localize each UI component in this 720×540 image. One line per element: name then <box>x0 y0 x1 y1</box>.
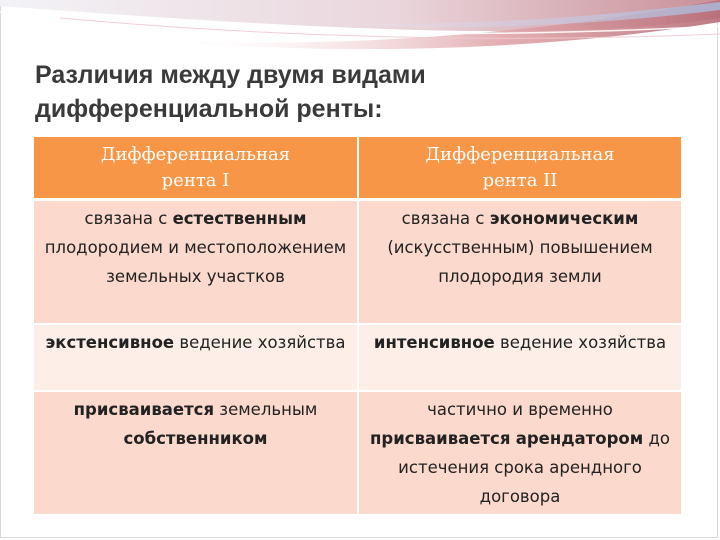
cell-emphasis: естественным <box>172 209 307 228</box>
header-rent-1 <box>34 137 358 200</box>
cell-text: ведение хозяйства <box>494 333 667 352</box>
cell-fertility-rent-2 <box>358 200 681 325</box>
cell-text: до истечения срока арендного договора <box>398 429 670 506</box>
header-rent-2 <box>358 137 681 200</box>
table-row <box>34 324 681 391</box>
cell-emphasis: собственником <box>123 429 268 448</box>
slide-title <box>35 58 695 126</box>
cell-text: связана с <box>401 209 490 228</box>
cell-emphasis: присваивается <box>370 429 511 448</box>
table-header-row <box>34 137 681 200</box>
cell-farming-rent-2 <box>358 324 681 391</box>
title-line-1: Различия между двумя видами <box>35 61 426 89</box>
cell-appropriation-rent-2 <box>358 391 681 515</box>
cell-text: плодородием и местоположением земельных участков <box>44 238 347 286</box>
cell-emphasis: экономическим <box>489 209 639 228</box>
header-rent-2-line2: рента II <box>482 169 558 191</box>
cell-emphasis: присваивается <box>73 400 215 419</box>
cell-emphasis: интенсивное <box>373 333 495 352</box>
cell-text: ведение хозяйства <box>174 333 346 352</box>
cell-text: (искусственным) повышением плодородия земли <box>387 238 653 286</box>
header-rent-2-line1: Дифференциальная <box>425 143 615 165</box>
table-row <box>34 200 681 325</box>
title-line-2: дифференциальной ренты: <box>35 95 383 123</box>
cell-appropriation-rent-1 <box>34 391 358 515</box>
header-rent-1-line1: Дифференциальная <box>100 143 291 165</box>
cell-fertility-rent-1 <box>34 200 358 325</box>
cell-farming-rent-1 <box>34 324 358 391</box>
cell-text: земельным <box>214 400 318 419</box>
table-row <box>34 391 681 515</box>
comparison-table <box>34 137 681 516</box>
cell-emphasis: экстенсивное <box>45 333 175 352</box>
cell-text: частично и временно <box>427 400 613 419</box>
cell-text: связана с <box>84 209 173 228</box>
header-rent-1-line2: рента I <box>161 169 230 191</box>
cell-emphasis: арендатором <box>515 429 644 448</box>
